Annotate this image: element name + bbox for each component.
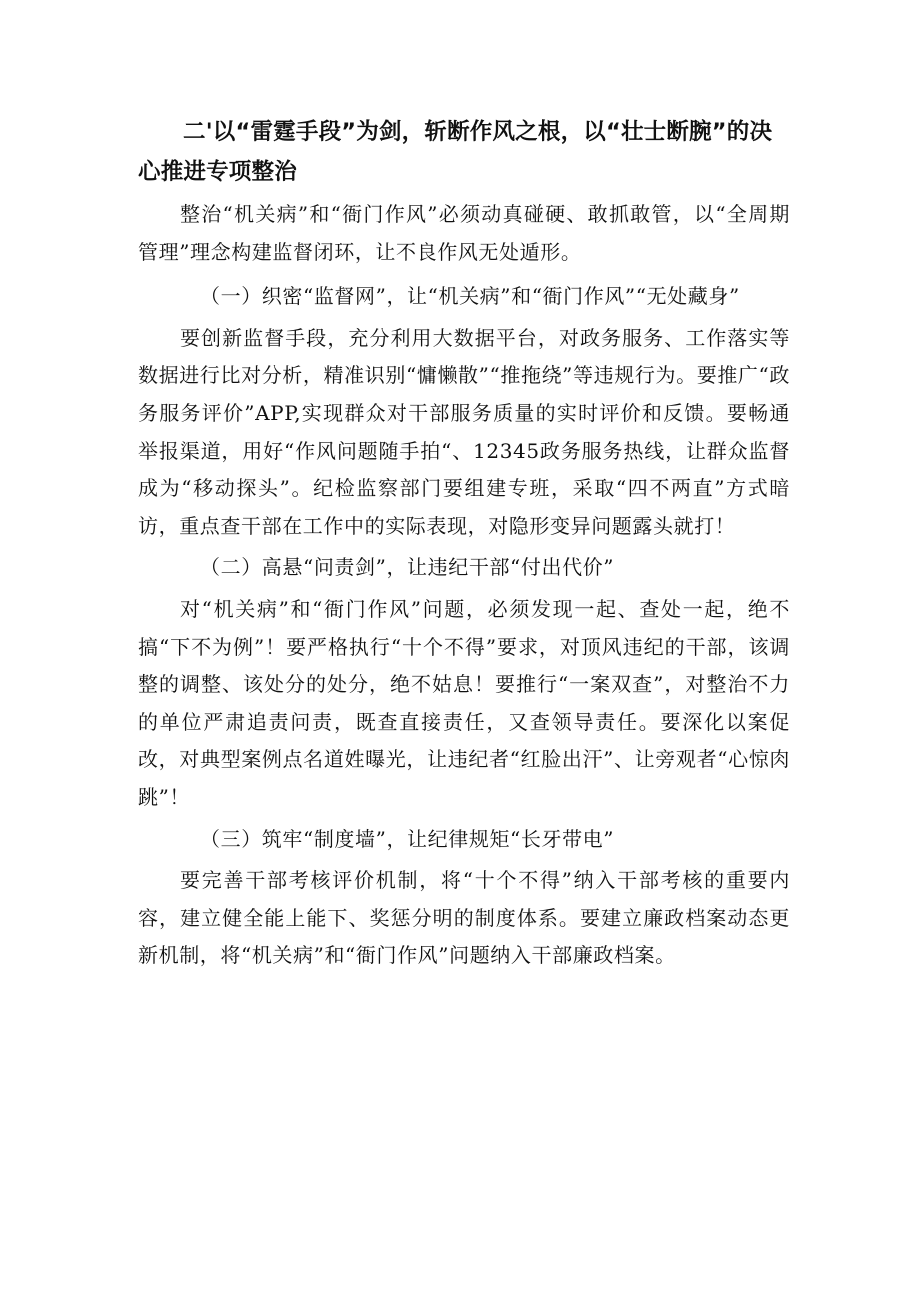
subheading-1: （一）织密“监督网”，让“机关病”和“衙门作风”“无处藏身” (200, 284, 740, 309)
spacer (138, 271, 790, 278)
document-body (138, 112, 790, 975)
section-heading: 二'以“雷霆手段”为剑，斩断作风之根，以“壮士断腕”的决心推进专项整治 (138, 119, 773, 185)
subheading-2: （二）高悬“问责剑”，让违纪干部“付出代价” (200, 555, 615, 580)
intro-paragraph: 整治“机关病”和“衙门作风”必须动真碰硬、敢抓敢管，以“全周期管理”理念构建监督闭环，让不良作风无处遁形。 (138, 202, 790, 264)
body-paragraph-3: 要完善干部考核评价机制，将“十个不得”纳入干部考核的重要内容，建立健全能上能下、奖惩分明的制度体系。要建立廉政档案动态更新机制，将“机关病”和“衙门作风”问题纳入干部廉政档案。 (138, 868, 790, 968)
body-paragraph-2: 对“机关病”和“衙门作风”问题，必须发现一起、查处一起，绝不搞“下不为例”！要严格执行“十个不得”要求，对顶风违纪的干部，该调整的调整、该处分的处分，绝不姑息！要推行“一案双查”，对整治不力的单位严肃追责问责，既查直接责任，又查领导责任。要深化以案促改，对典型案例点名道姓曝光，让违纪者“红脸出汗”、让旁观者“心惊肉跳”！ (138, 596, 790, 809)
body-paragraph-1: 要创新监督手段，充分利用大数据平台，对政务服务、工作落实等数据进行比对分析，精准识别“慵懒散”“推拖绕”等违规行为。要推广“政务服务评价”APP,实现群众对干部服务质量的实时评价和反馈。要畅通举报渠道，用好“作风问题随手拍“、12345政务服务热线，让群众监督成为“移动探头”。纪检监察部门要组建专班，采取“四不两直”方式暗访，重点查干部在工作中的实际表现，对隐形变异问题露头就打！ (138, 325, 790, 538)
subheading-3: （三）筑牢“制度墙”，让纪律规矩“长牙带电” (200, 826, 615, 851)
